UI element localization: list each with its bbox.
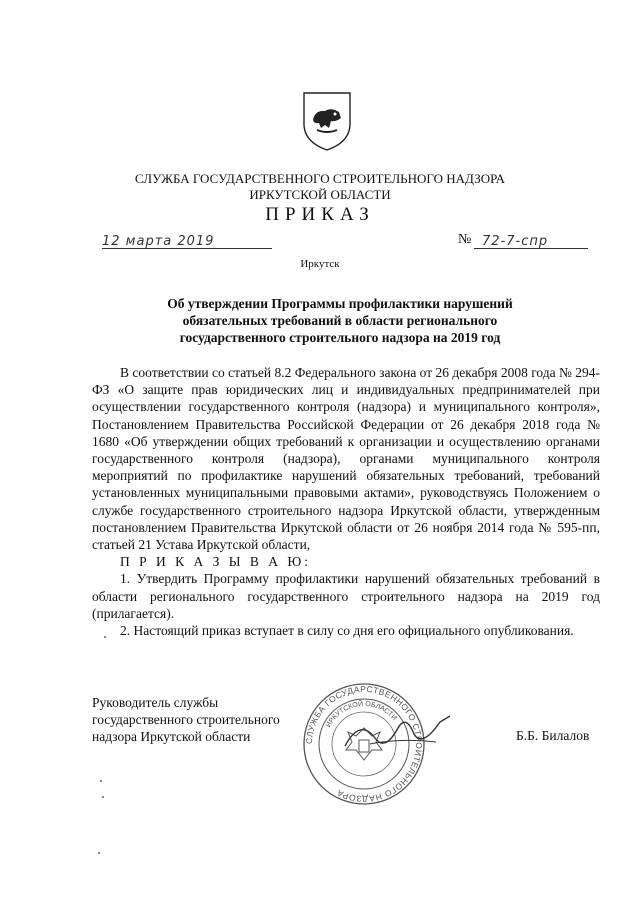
date-handwritten: 12 марта 2019 [102,234,215,249]
position-line-1: Руководитель службы [92,695,219,710]
city: Иркутск [300,258,340,270]
seal-outer-text: СЛУЖБА ГОСУДАРСТВЕННОГО СТРОИТЕЛЬНОГО НАДЗОРА [303,683,425,805]
coat-of-arms-icon [301,90,353,152]
scan-speck [102,796,104,798]
scan-speck [100,780,102,782]
agency-name-line2: ИРКУТСКОЙ ОБЛАСТИ [249,187,391,202]
number-label: № [458,232,472,247]
position-line-2: государственного строительного [92,712,280,728]
signature-position [92,694,280,746]
signatory-name: Б.Б. Билалов [516,728,590,743]
preamble-paragraph: В соответствии со статьей 8.2 Федерального закона от 26 декабря 2008 года № 294-ФЗ «О защите прав юридических лиц и индивидуальных предпринимателей при осуществлении государственного контроля (надзора) и муниципального контроля», Постановлением Правительства Российской Федерации от 26 декабря 2018 года № 1680 «Об утверждении общих требований к организации и осуществлению органами государственного контроля (надзора), органами муниципального контроля мероприятий по профилактике нарушений обязательных требований, требований установленных муниципальными правовыми актами», руководствуясь Положением о службе государственного строительного надзора Иркутской области, утвержденным постановлением Правительства Иркутской области от 26 ноября 2014 года № 595-пп, статьей 21 Устава Иркутской области, [92,365,600,553]
document-title [150,295,530,346]
number-handwritten: 72-7-спр [482,234,549,249]
document-body [92,364,600,639]
number-field [474,232,588,249]
agency-name-line1: СЛУЖБА ГОСУДАРСТВЕННОГО СТРОИТЕЛЬНОГО НАДЗОРА [134,171,506,186]
document-type: ПРИКАЗ [265,204,375,225]
order-item-1: 1. Утвердить Программу профилактики нарушений обязательных требований в области регионального государственного строительного надзора на 2019 год (прилагается). [92,571,600,621]
seal-inner-text: ИРКУТСКОЙ ОБЛАСТИ [325,700,398,729]
date-field [102,232,272,249]
position-line-3: надзора Иркутской области [92,729,251,745]
scan-speck [104,636,106,638]
title-line-1: Об утверждении Программы профилактики нарушений [167,296,513,311]
title-line-3: государственного строительного надзора на 2019 год [179,330,501,345]
title-line-2: обязательных требований в области регионального [182,313,498,328]
scan-speck [98,852,100,854]
order-item-2: 2. Настоящий приказ вступает в силу со дня его официального опубликования. [120,623,574,639]
handwritten-signature [340,708,460,758]
order-word: П Р И К А З Ы В А Ю: [120,554,312,570]
